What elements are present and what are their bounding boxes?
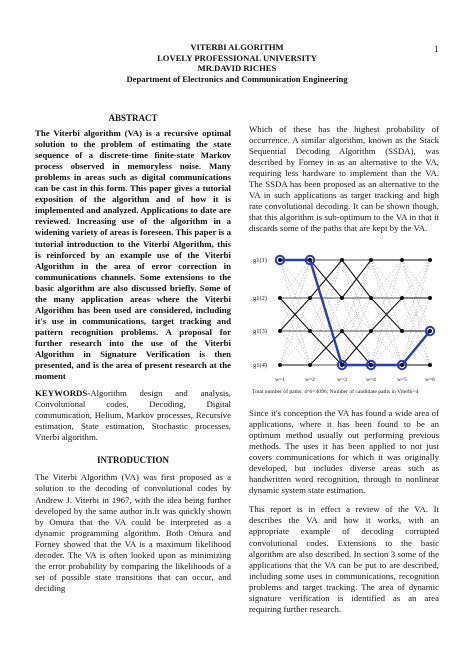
introduction-text: The Viterbi Algorithm (VA) was first proposed as a solution to the decoding of convolutional codes by Andrew J. Viterbi in 1967, with the idea being further developed by the same author in.It was quickly shown by Omura that the VA could be interpreted as a dynamic programming algorithm. Both Omura and Forney showed that the VA is a maximum likelihood decoder. The VA is often looked upon as minimizing the error probability by comparing the likelihoods of a set of possible state transitions that can occur, and deciding — [35, 472, 231, 593]
trellis-node — [308, 363, 312, 367]
right-paragraph-3: This report is in effect a review of the VA. It describes the VA and how it works, with an appropriate example of decoding corrupted convolutional codes. Extensions to the basic algorithm are also described. In section 3 some of the applications that the VA can be put to are described, including some uses in communications, recognition problems and target tracking. The area of dynamic signature verification is identified as an area requiring further research. — [249, 504, 439, 614]
trellis-node — [400, 363, 404, 367]
trellis-node — [278, 258, 282, 262]
trellis-node — [308, 329, 312, 333]
keywords — [35, 388, 231, 443]
right-column-bottom — [249, 408, 439, 615]
trellis-node — [428, 329, 432, 333]
author-name: MR.DAVID RICHES — [197, 63, 277, 74]
time-label: w=1 — [275, 377, 285, 383]
candidate-transition — [280, 260, 310, 331]
candidate-transition — [342, 298, 371, 365]
candidate-transition — [342, 260, 371, 331]
trellis-node — [400, 258, 404, 262]
state-label: g1(1) — [253, 257, 268, 264]
candidate-transition — [402, 260, 430, 331]
time-label: w=4 — [366, 377, 376, 383]
introduction-heading: INTRODUCTION — [96, 455, 169, 466]
left-column — [35, 113, 231, 594]
trellis-node — [340, 296, 344, 300]
department-name: Department of Electronics and Communication Engineering — [126, 73, 348, 84]
trellis-node — [369, 296, 373, 300]
abstract-heading: ABSTRACT — [108, 113, 158, 123]
candidate-transition — [342, 260, 371, 331]
keywords-label: KEYWORDS- — [35, 388, 91, 399]
candidate-transition — [280, 298, 310, 365]
time-label: w=6 — [425, 377, 435, 383]
trellis-node — [369, 258, 373, 262]
trellis-figure — [250, 250, 440, 387]
time-label: w=3 — [337, 377, 347, 383]
survivor-path — [280, 260, 430, 298]
page-number: 1 — [434, 44, 439, 54]
trellis-node — [340, 329, 344, 333]
paper-title: VITERBI ALGORITHM — [190, 42, 284, 52]
trellis-node — [340, 258, 344, 262]
time-label: w=2 — [305, 377, 315, 383]
trellis-node — [400, 296, 404, 300]
trellis-node — [428, 258, 432, 262]
survivor-path — [280, 260, 430, 331]
trellis-node — [400, 329, 404, 333]
state-label: g1(3) — [253, 328, 268, 335]
right-paragraph-2: Since it's conception the VA has found a wide area of applications, where it has been found to be an optimum method usually out performing previous methods. The uses it has been applied to not just covers communications for which it was originally developed, but includes diverse areas such as handwritten word recognition, through to nonlinear dynamic system state estimation. — [249, 408, 439, 496]
time-label: w=5 — [397, 377, 407, 383]
university-name: LOVELY PROFESSIONAL UNIVERSITY — [157, 52, 317, 63]
state-label: g1(4) — [253, 362, 268, 369]
candidate-transition — [371, 260, 402, 331]
trellis-node — [340, 363, 344, 367]
candidate-transition — [402, 260, 430, 331]
trellis-node — [278, 363, 282, 367]
trellis-node — [278, 329, 282, 333]
keywords-text: Algorithm design and analysis, Convolutional codes, Decoding, Digital communication, Helium, Markov processes, Recursive estimation, State estimation, Stochastic processes, Viterbi algorithm. — [35, 388, 231, 443]
trellis-node — [428, 296, 432, 300]
figure-caption: Total number of paths: 4^6=4096; Number of candidate paths in Viterbi=4 — [252, 389, 419, 395]
trellis-node — [308, 258, 312, 262]
abstract-text: The Viterbi algorithm (VA) is a recursive optimal solution to the problem of estimating the state sequence of a discrete-time finite-state Markov process observed in memoryless noise. Many problems in areas such as digital communications can be cast in this form. This paper gives a tutorial exposition of the algorithm and of how it is implemented and analyzed. Applications to date are reviewed. Increasing use of the algorithm in a widening variety of areas is foreseen. This paper is a tutorial introduction to the Viterbi Algorithm, this is reinforced by an example use of the Viterbi Algorithm in the area of error correction in communications channels. Some extensions to the basic algorithm are also discussed briefly. Some of the many application areas where the Viterbi Algorithm has been used are considered, including it's use in communications, target tracking and pattern recognition problems. A proposal for further research into the use of the Viterbi Algorithm in Signature Verification is then presented, and is the area of present research at the moment — [35, 128, 231, 382]
trellis-node — [369, 329, 373, 333]
trellis-node — [369, 363, 373, 367]
trellis-node — [278, 296, 282, 300]
trellis-node — [308, 296, 312, 300]
state-label: g1(2) — [253, 295, 268, 302]
trellis-node — [428, 363, 432, 367]
right-column-top — [249, 124, 439, 234]
paper-header — [0, 42, 474, 84]
candidate-transition — [280, 260, 310, 331]
right-paragraph-1: Which of these has the highest probability of occurrence. A similar algorithm, known as the Stack Sequential Decoding Algorithm (SSDA), was described by Forney in as an alternative to the VA, requiring less hardware to implement than the VA. The SSDA has been proposed as an alternative to the VA in such applications as target tracking and high rate convolutional decoding. It can be shown though, that this algorithm is sub-optimum to the VA in that it discards some of the paths that are kept by the VA. — [249, 124, 439, 234]
trellis-diagram — [250, 250, 440, 387]
candidate-transition — [371, 260, 402, 331]
